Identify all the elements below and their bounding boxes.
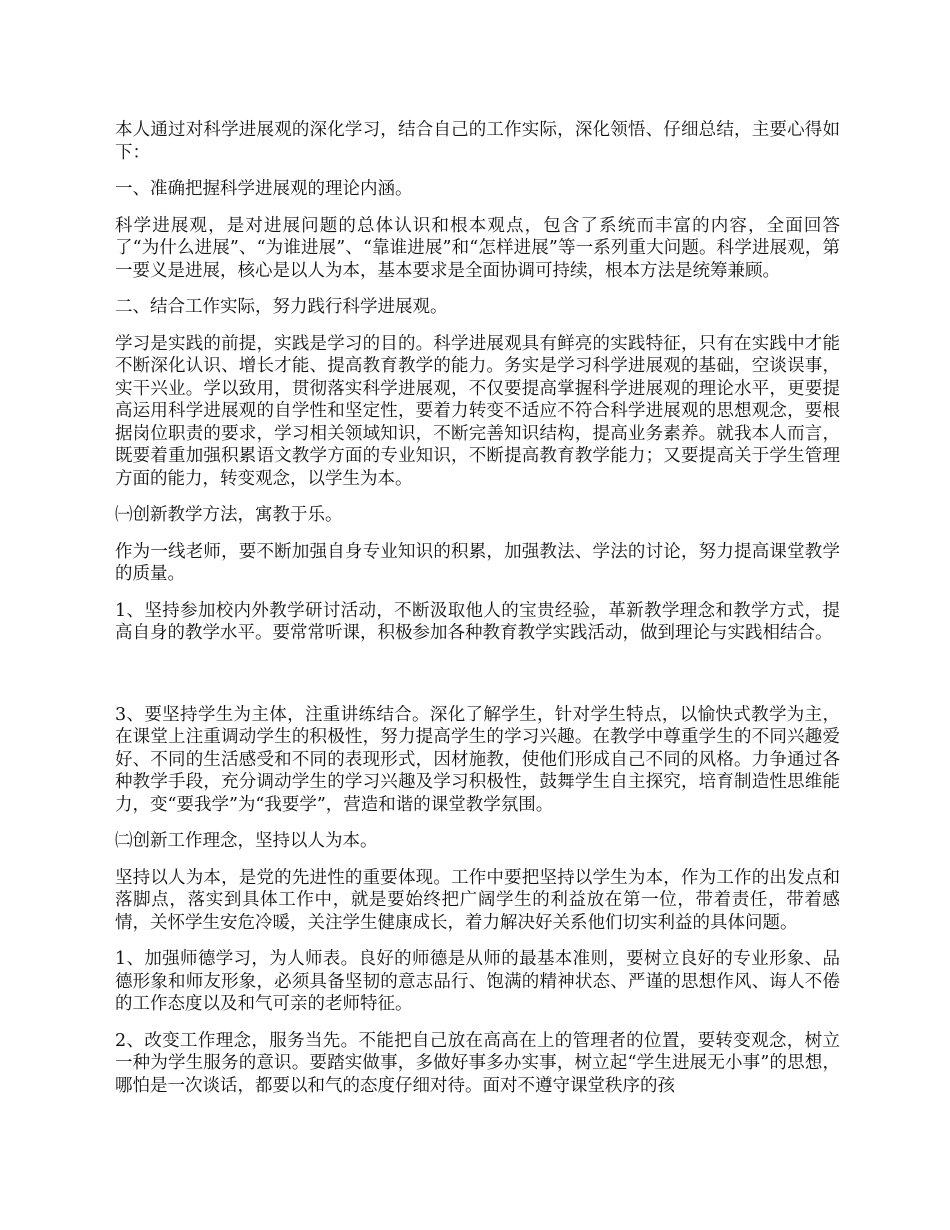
body-paragraph: 作为一线老师，要不断加强自身专业知识的积累，加强教法、学法的讨论，努力提高课堂教学的质量。 xyxy=(115,541,840,584)
body-paragraph: 学习是实践的前提，实践是学习的目的。科学进展观具有鲜亮的实践特征，只有在实践中才能不断深化认识、增长才能、提高教育教学的能力。务实是学习科学进展观的基础，空谈误事，实干兴业。学以致用，贯彻落实科学进展观，不仅要提高掌握科学进展观的理论水平，更要提高运用科学进展观的自学性和坚定性，要着力转变不适应不符合科学进展观的思想观念，要根据岗位职责的要求，学习相关领域知识，不断完善知识结构，提高业务素养。就我本人而言，既要着重加强积累语文教学方面的专业知识，不断提高教育教学能力；又要提高关于学生管理方面的能力，转变观念，以学生为本。 xyxy=(115,333,840,489)
list-item: 2、改变工作理念，服务当先。不能把自己放在高高在上的管理者的位置，要转变观念，树立一种为学生服务的意识。要踏实做事，多做好事多办实事，树立起“学生进展无小事”的思想，哪怕是一次谈话，都要以和气的态度仔细对待。面对不遵守课堂秩序的孩 xyxy=(115,1030,840,1096)
section-heading-2: 二、结合工作实际，努力践行科学进展观。 xyxy=(115,297,448,317)
document-body xyxy=(115,119,840,1111)
intro-paragraph: 本人通过对科学进展观的深化学习，结合自己的工作实际，深化领悟、仔细总结，主要心得如下： xyxy=(115,120,840,163)
subsection-heading-2: ㈡创新工作理念，坚持以人为本。 xyxy=(115,831,378,851)
subsection-heading-1: ㈠创新教学方法，寓教于乐。 xyxy=(115,505,343,525)
list-item: 1、坚持参加校内外教学研讨活动，不断汲取他人的宝贵经验，革新教学理念和教学方式，提高自身的教学水平。要常常听课，积极参加各种教育教学实践活动，做到理论与实践相结合。 xyxy=(115,600,840,643)
list-item: 1、加强师德学习，为人师表。良好的师德是从师的最基本准则，要树立良好的专业形象、品德形象和师友形象，必须具备坚韧的意志品行、饱满的精神状态、严谨的思想作风、诲人不倦的工作态度以及和气可亲的老师特征。 xyxy=(115,949,840,1014)
body-paragraph: 科学进展观，是对进展问题的总体认识和根本观点，包含了系统而丰富的内容，全面回答了“为什么进展”、“为谁进展”、“靠谁进展”和“怎样进展”等一系列重大问题。科学进展观，第一要义是进展，核心是以人为本，基本要求是全面协调可持续，根本方法是统筹兼顾。 xyxy=(115,215,840,281)
section-heading-1: 一、准确把握科学进展观的理论内涵。 xyxy=(115,179,413,199)
body-paragraph: 坚持以人为本，是党的先进性的重要体现。工作中要把坚持以学生为本，作为工作的出发点和落脚点，落实到具体工作中，就是要始终把广阔学生的利益放在第一位，带着责任，带着感情，关怀学生安危冷暖，关注学生健康成长，着力解决好关系他们切实利益的具体问题。 xyxy=(115,867,840,933)
list-item: 3、要坚持学生为主体，注重讲练结合。深化了解学生，针对学生特点，以愉快式教学为主，在课堂上注重调动学生的积极性，努力提高学生的学习兴趣。在教学中尊重学生的不同兴趣爱好、不同的生活感受和不同的表现形式，因材施教，使他们形成自己不同的风格。力争通过各种教学手段，充分调动学生的学习兴趣及学习积极性，鼓舞学生自主探究，培育制造性思维能力，变“要我学”为“我要学”，营造和谐的课堂教学氛围。 xyxy=(115,704,840,815)
